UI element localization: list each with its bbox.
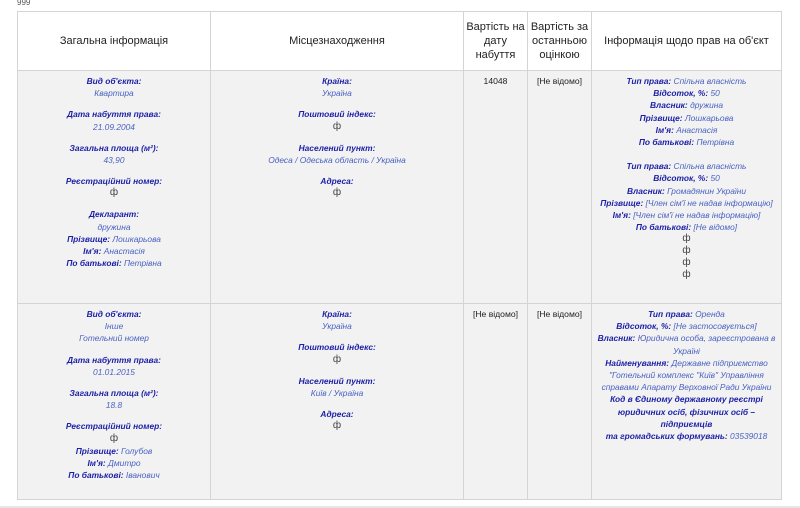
share-percent-label: Відсоток, %: bbox=[653, 173, 709, 184]
surname-value: Лошкарьова bbox=[112, 233, 161, 244]
object-type-label: Вид об'єкта: bbox=[86, 76, 142, 86]
right-type-label: Тип права: bbox=[626, 161, 672, 172]
not-provided-icon: ф bbox=[332, 187, 342, 199]
right-type-label: Тип права: bbox=[648, 309, 693, 319]
settlement-label: Населений пункт: bbox=[298, 375, 376, 386]
right-entry bbox=[595, 160, 778, 281]
postal-code-label: Поштовий індекс: bbox=[298, 342, 376, 353]
first-name-value: Дмитро bbox=[108, 457, 141, 468]
surname-label: Прізвище: bbox=[67, 233, 111, 244]
registry-code-label: Код в Єдиному державному реєстрі bbox=[610, 394, 763, 405]
owner-value: дружина bbox=[690, 100, 724, 111]
not-provided-icon: ф bbox=[332, 353, 342, 365]
surname-value: Голубов bbox=[121, 445, 153, 456]
settlement-value: Одеса / Одеська область / Україна bbox=[268, 154, 406, 165]
share-percent-value: 50 bbox=[710, 173, 720, 184]
total-area-value: 18.8 bbox=[105, 400, 123, 411]
header-cost-last-valuation: Вартість за останньою оцінкою bbox=[528, 12, 592, 71]
patronymic-label: По батькові: bbox=[638, 137, 695, 148]
general-cell bbox=[18, 71, 211, 304]
right-entry bbox=[595, 75, 778, 148]
patronymic-label: По батькові: bbox=[66, 258, 122, 269]
patronymic-value: Петрівна bbox=[123, 258, 162, 269]
country-value: Україна bbox=[322, 321, 352, 332]
location-cell bbox=[211, 304, 464, 500]
first-name-value: Анастасія bbox=[103, 246, 145, 257]
header-location: Місцезнаходження bbox=[211, 12, 464, 71]
not-provided-icon: ф bbox=[682, 245, 691, 257]
rights-cell bbox=[592, 71, 782, 304]
country-value: Україна bbox=[322, 88, 352, 99]
header-general: Загальна інформація bbox=[18, 12, 211, 71]
settlement-value: Київ / Україна bbox=[310, 387, 364, 398]
registry-code-label-continued: та громадських формувань: bbox=[605, 431, 728, 442]
declarant-label: Декларант: bbox=[88, 209, 140, 220]
not-provided-icon: ф bbox=[682, 269, 691, 281]
total-area-value: 43,90 bbox=[103, 155, 125, 166]
real-estate-table bbox=[17, 11, 782, 500]
patronymic-label: По батькові: bbox=[68, 470, 124, 481]
acquisition-date-value: 21.09.2004 bbox=[93, 121, 135, 132]
table-header-row bbox=[18, 12, 782, 71]
acquisition-date-value: 01.01.2015 bbox=[93, 366, 135, 377]
cost-acquisition-value: [Не відомо] bbox=[472, 309, 519, 319]
surname-value: Лошкарьова bbox=[684, 112, 734, 123]
right-type-value: Спільна власність bbox=[673, 161, 747, 172]
entity-name-continued: "Готельний комплекс "Київ" Управління bbox=[609, 370, 764, 381]
owner-value: Юридична особа, зареєстрована в bbox=[637, 333, 776, 344]
cost-last-valuation-cell bbox=[528, 71, 592, 304]
right-type-value: Оренда bbox=[695, 309, 725, 319]
patronymic-value: Петрівна bbox=[696, 137, 735, 148]
right-type-value: Спільна власність bbox=[673, 76, 747, 86]
first-name-label: Ім'я: bbox=[655, 124, 674, 135]
registration-number-label: Реєстраційний номер: bbox=[65, 421, 163, 432]
object-type-label: Вид об'єкта: bbox=[86, 309, 142, 319]
not-provided-icon: ф bbox=[332, 420, 342, 432]
header-cost-acquisition: Вартість на дату набуття bbox=[464, 12, 528, 71]
share-percent-value: [Не застосовується] bbox=[673, 321, 757, 332]
share-percent-label: Відсоток, %: bbox=[653, 88, 709, 99]
rights-cell bbox=[592, 304, 782, 500]
address-label: Адреса: bbox=[320, 176, 354, 187]
patronymic-value: Іванович bbox=[125, 470, 160, 481]
registry-code-value: 03539018 bbox=[730, 431, 768, 442]
share-percent-label: Відсоток, %: bbox=[616, 321, 672, 332]
registration-number-label: Реєстраційний номер: bbox=[65, 176, 163, 187]
cost-acquisition-cell bbox=[464, 304, 528, 500]
first-name-label: Ім'я: bbox=[87, 457, 106, 468]
surname-value: [Член сім'ї не надав інформацію] bbox=[645, 197, 773, 208]
not-provided-icon: ф bbox=[109, 432, 119, 444]
surname-label: Прізвище: bbox=[75, 445, 119, 456]
total-area-label: Загальна площа (м²): bbox=[69, 142, 159, 153]
owner-value-continued: Україні bbox=[673, 345, 700, 356]
right-type-label: Тип права: bbox=[626, 76, 672, 86]
table-row bbox=[18, 304, 782, 500]
patronymic-label: По батькові: bbox=[635, 222, 692, 233]
table-row bbox=[18, 71, 782, 304]
acquisition-date-label: Дата набуття права: bbox=[67, 354, 161, 365]
cost-last-valuation-value: [Не відомо] bbox=[536, 76, 583, 86]
address-label: Адреса: bbox=[320, 409, 354, 420]
location-cell bbox=[211, 71, 464, 304]
page-stub: 999 bbox=[17, 0, 31, 5]
object-type-value: Інше bbox=[104, 321, 124, 332]
country-label: Країна: bbox=[322, 76, 352, 86]
not-provided-icon: ф bbox=[682, 257, 691, 269]
cost-last-valuation-cell bbox=[528, 304, 592, 500]
total-area-label: Загальна площа (м²): bbox=[69, 388, 159, 399]
first-name-value: [Член сім'ї не надав інформацію] bbox=[633, 210, 761, 221]
registry-code-label-continued: юридичних осіб, фізичних осіб – підприємців bbox=[617, 406, 756, 429]
cost-acquisition-cell bbox=[464, 71, 528, 304]
owner-label: Власник: bbox=[627, 185, 665, 196]
cost-acquisition-value: 14048 bbox=[483, 76, 508, 86]
owner-label: Власник: bbox=[597, 333, 636, 344]
owner-value: Громадянин України bbox=[667, 185, 746, 196]
declarant-value: дружина bbox=[97, 221, 131, 232]
patronymic-value: [Не відомо] bbox=[693, 222, 738, 233]
entity-name-continued: справами Апарату Верховної Ради України bbox=[601, 382, 772, 393]
not-provided-icon: ф bbox=[332, 120, 342, 132]
entity-name-value: Державне підприємство bbox=[671, 357, 768, 368]
country-label: Країна: bbox=[322, 309, 352, 319]
first-name-label: Ім'я: bbox=[612, 210, 631, 221]
not-provided-icon: ф bbox=[109, 187, 119, 199]
header-rights: Інформація щодо прав на об'єкт bbox=[592, 12, 782, 71]
owner-label: Власник: bbox=[649, 100, 688, 111]
first-name-label: Ім'я: bbox=[83, 246, 102, 257]
settlement-label: Населений пункт: bbox=[298, 142, 376, 153]
object-type-value: Квартира bbox=[94, 88, 134, 99]
surname-label: Прізвище: bbox=[600, 197, 644, 208]
first-name-value: Анастасія bbox=[676, 124, 718, 135]
surname-label: Прізвище: bbox=[639, 112, 683, 123]
right-entry bbox=[595, 308, 778, 442]
cost-last-valuation-value: [Не відомо] bbox=[536, 309, 583, 319]
not-provided-icon: ф bbox=[682, 233, 691, 245]
acquisition-date-label: Дата набуття права: bbox=[67, 109, 161, 120]
entity-name-label: Найменування: bbox=[605, 357, 670, 368]
postal-code-label: Поштовий індекс: bbox=[298, 109, 376, 120]
share-percent-value: 50 bbox=[710, 88, 720, 99]
general-cell bbox=[18, 304, 211, 500]
object-type-detail: Готельний номер bbox=[79, 333, 149, 344]
